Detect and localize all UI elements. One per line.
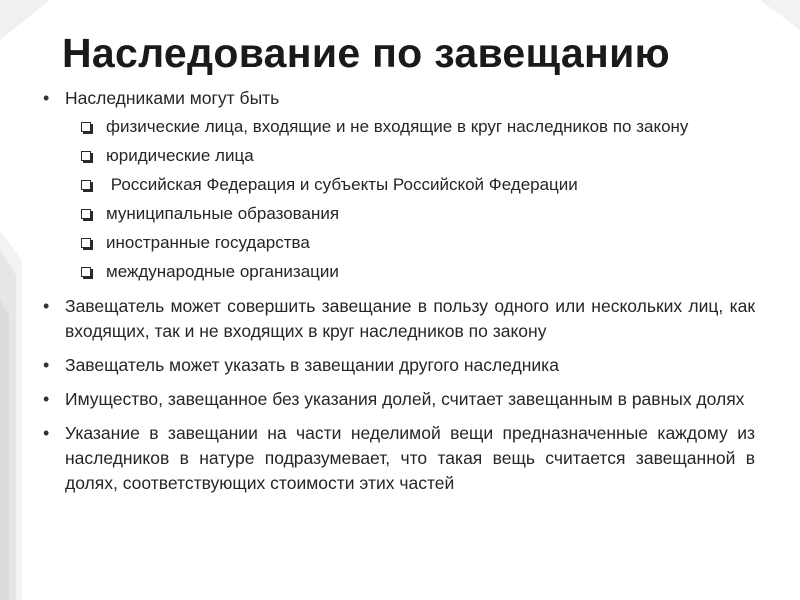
bullet-dot: • xyxy=(43,355,50,375)
bullet-dot: • xyxy=(43,88,50,108)
bullet-dot: • xyxy=(43,389,50,409)
bullet-item xyxy=(40,86,755,111)
sublist-item-text: муниципальные образования xyxy=(106,204,340,223)
checkbox-bullet-icon xyxy=(81,122,91,132)
sublist-item xyxy=(40,115,755,139)
sublist-item xyxy=(40,231,755,255)
sublist-item xyxy=(40,144,755,168)
checkbox-bullet-icon xyxy=(81,209,91,219)
bullet-text: Имущество, завещанное без указания долей, считает завещанным в равных долях xyxy=(65,389,745,409)
checkbox-bullet-icon xyxy=(81,238,91,248)
bullet-text: Завещатель может совершить завещание в пользу одного или нескольких лиц, как входящих, так и не входящих в круг наследников по закону xyxy=(65,296,755,341)
checkbox-bullet-icon xyxy=(81,151,91,161)
sublist-item-text: юридические лица xyxy=(106,146,254,165)
bullet-item xyxy=(40,421,755,496)
sublist-item-text: Российская Федерация и субъекты Российской Федерации xyxy=(106,175,578,194)
sublist-item-text: международные организации xyxy=(106,262,339,281)
bullet-text: Указание в завещании на части неделимой вещи предназначенные каждому из наследников в натуре подразумевает, что такая вещь считается завещанной в долях, соответствующих стоимости этих частей xyxy=(65,423,755,493)
slide-title: Наследование по завещанию xyxy=(62,30,670,76)
slide-content xyxy=(40,86,755,505)
checkbox-bullet-icon xyxy=(81,180,91,190)
checkbox-bullet-icon xyxy=(81,267,91,277)
sublist-item-text: физические лица, входящие и не входящие в круг наследников по закону xyxy=(106,117,689,136)
sublist-item xyxy=(40,260,755,284)
bullet-item xyxy=(40,294,755,344)
sublist-item xyxy=(40,173,755,197)
bullet-text: Завещатель может указать в завещании другого наследника xyxy=(65,355,559,375)
heirs-sublist xyxy=(40,115,755,284)
bullet-item xyxy=(40,353,755,378)
bullet-dot: • xyxy=(43,296,50,316)
bullet-text: Наследниками могут быть xyxy=(65,88,280,108)
bullet-dot: • xyxy=(43,423,50,443)
sublist-item xyxy=(40,202,755,226)
bullet-item xyxy=(40,387,755,412)
sublist-item-text: иностранные государства xyxy=(106,233,310,252)
